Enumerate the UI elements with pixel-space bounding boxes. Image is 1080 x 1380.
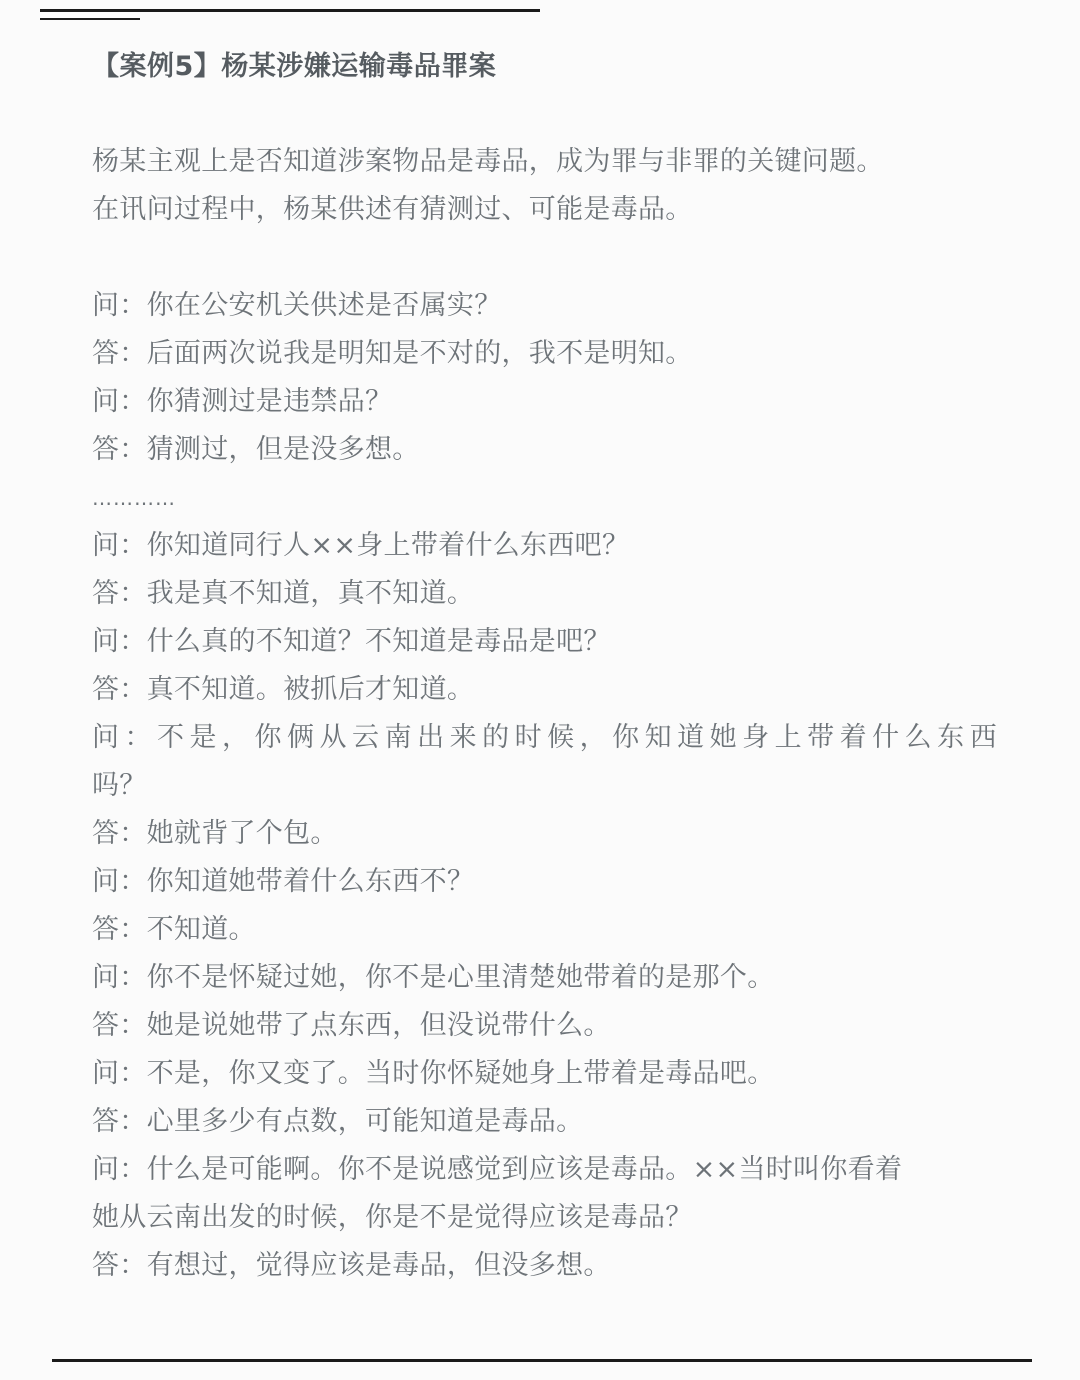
dialogue-line: 吗？ <box>92 770 147 801</box>
top-rule-thick <box>40 9 540 12</box>
case-title: 【案例5】杨某涉嫌运输毒品罪案 <box>92 51 497 82</box>
intro-line: 在讯问过程中，杨某供述有猜测过、可能是毒品。 <box>92 194 693 225</box>
top-rule-short <box>40 18 140 20</box>
dialogue-line: 问：你在公安机关供述是否属实？ <box>92 290 502 321</box>
dialogue-line: 问：不是，你俩从云南出来的时候，你知道她身上带着什么东西 <box>92 722 997 753</box>
dialogue-line: 问：你不是怀疑过她，你不是心里清楚她带着的是那个。 <box>92 962 775 993</box>
intro-paragraph <box>92 138 997 234</box>
dialogue-line: 答：真不知道。被抓后才知道。 <box>92 674 475 705</box>
dialogue-line: 答：我是真不知道，真不知道。 <box>92 578 475 609</box>
dialogue-line: 问：你知道她带着什么东西不？ <box>92 866 475 897</box>
dialogue-line: 她从云南出发的时候，你是不是觉得应该是毒品？ <box>92 1202 693 1233</box>
dialogue-line: 问：什么真的不知道？不知道是毒品是吧？ <box>92 626 611 657</box>
dialogue-line: 问：你知道同行人××身上带着什么东西吧？ <box>92 530 630 561</box>
dialogue-line: 问：什么是可能啊。你不是说感觉到应该是毒品。××当时叫你看着 <box>92 1154 903 1185</box>
dialogue-line: 答：有想过，觉得应该是毒品，但没多想。 <box>92 1250 611 1281</box>
omission-ellipsis: ………… <box>92 486 176 510</box>
interrogation-dialogue <box>92 282 997 1290</box>
dialogue-line: 答：她是说她带了点东西，但没说带什么。 <box>92 1010 611 1041</box>
dialogue-line: 问：不是，你又变了。当时你怀疑她身上带着是毒品吧。 <box>92 1058 775 1089</box>
dialogue-line: 答：心里多少有点数，可能知道是毒品。 <box>92 1106 584 1137</box>
dialogue-line: 问：你猜测过是违禁品？ <box>92 386 393 417</box>
dialogue-line: 答：后面两次说我是明知是不对的，我不是明知。 <box>92 338 693 369</box>
dialogue-line: 答：不知道。 <box>92 914 256 945</box>
intro-line: 杨某主观上是否知道涉案物品是毒品，成为罪与非罪的关键问题。 <box>92 146 884 177</box>
dialogue-line: 答：猜测过，但是没多想。 <box>92 434 420 465</box>
dialogue-line: 答：她就背了个包。 <box>92 818 338 849</box>
bottom-rule <box>52 1359 1032 1362</box>
